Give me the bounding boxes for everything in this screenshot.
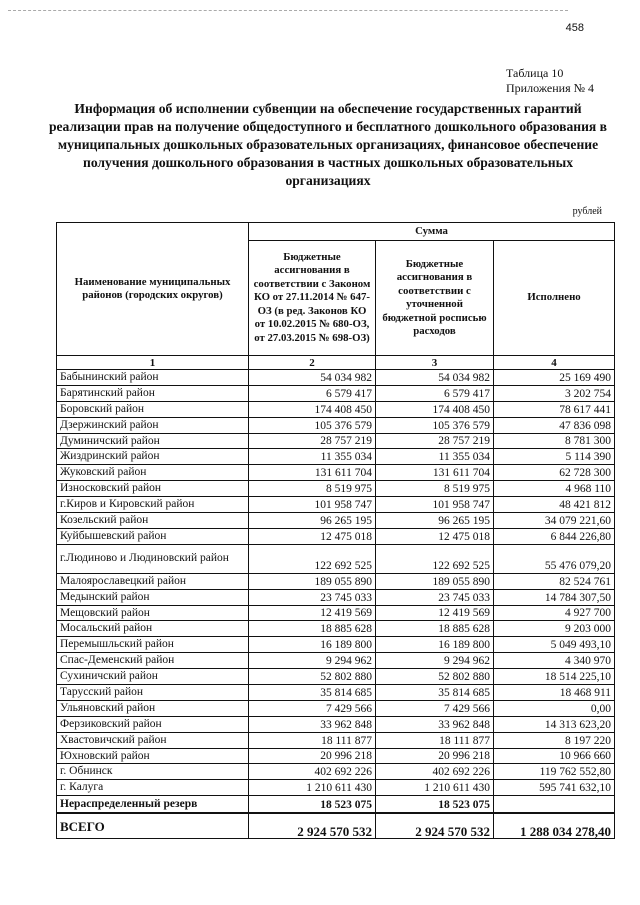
executed-value: 47 836 098 [494,417,615,433]
district-name: Малоярославецкий район [57,573,249,589]
page-number: 458 [565,22,584,34]
refined-allocation-value: 101 958 747 [376,497,494,513]
column-number: 4 [494,356,615,370]
refined-allocation-value: 12 475 018 [376,528,494,544]
law-allocation-value: 2 924 570 532 [249,813,376,839]
law-allocation-value: 23 745 033 [249,589,376,605]
law-allocation-value: 122 692 525 [249,544,376,573]
table-row [57,780,615,796]
refined-allocation-value: 28 757 219 [376,433,494,449]
executed-value: 8 197 220 [494,732,615,748]
refined-allocation-value: 18 523 075 [376,796,494,814]
header-executed: Исполнено [494,241,615,356]
table-row [57,544,615,573]
district-name: ВСЕГО [57,813,249,839]
executed-value: 4 968 110 [494,481,615,497]
refined-allocation-value: 54 034 982 [376,370,494,386]
table-row [57,700,615,716]
table-row [57,621,615,637]
refined-allocation-value: 6 579 417 [376,385,494,401]
law-allocation-value: 6 579 417 [249,385,376,401]
law-allocation-value: 1 210 611 430 [249,780,376,796]
executed-value: 595 741 632,10 [494,780,615,796]
district-name: Барятинский район [57,385,249,401]
district-name: Нераспределенный резерв [57,796,249,814]
executed-value: 55 476 079,20 [494,544,615,573]
table-row [57,669,615,685]
executed-value: 78 617 441 [494,401,615,417]
executed-value: 18 468 911 [494,685,615,701]
header-refined-allocation: Бюджетные ассигнования в соответствии с уточненной бюджетной росписью расходов [376,241,494,356]
table-label: Таблица 10 [506,66,564,80]
law-allocation-value: 11 355 034 [249,449,376,465]
executed-value: 4 340 970 [494,653,615,669]
executed-value: 14 313 623,20 [494,716,615,732]
executed-value: 6 844 226,80 [494,528,615,544]
executed-value: 0,00 [494,700,615,716]
law-allocation-value: 402 692 226 [249,764,376,780]
executed-value: 5 049 493,10 [494,637,615,653]
law-allocation-value: 189 055 890 [249,573,376,589]
district-name: Бабынинский район [57,370,249,386]
subvention-table [56,222,615,839]
district-name: Жуковский район [57,465,249,481]
reserve-row [57,796,615,814]
refined-allocation-value: 122 692 525 [376,544,494,573]
header-law-allocation: Бюджетные ассигнования в соответствии с Законом КО от 27.11.2014 № 647-ОЗ (в ред. Законов КО от 10.02.2015 № 680-ОЗ, от 27.03.2015 № 698-ОЗ) [249,241,376,356]
column-number: 2 [249,356,376,370]
table-row [57,449,615,465]
executed-value: 9 203 000 [494,621,615,637]
executed-value: 1 288 034 278,40 [494,813,615,839]
district-name: Медынский район [57,589,249,605]
units-label: рублей [572,206,602,217]
executed-value: 18 514 225,10 [494,669,615,685]
table-row [57,732,615,748]
law-allocation-value: 33 962 848 [249,716,376,732]
executed-value: 4 927 700 [494,605,615,621]
district-name: г. Калуга [57,780,249,796]
executed-value: 5 114 390 [494,449,615,465]
district-name: Хвастовичский район [57,732,249,748]
law-allocation-value: 12 419 569 [249,605,376,621]
executed-value: 8 781 300 [494,433,615,449]
law-allocation-value: 20 996 218 [249,748,376,764]
law-allocation-value: 105 376 579 [249,417,376,433]
law-allocation-value: 96 265 195 [249,513,376,529]
table-row [57,513,615,529]
refined-allocation-value: 16 189 800 [376,637,494,653]
table-row [57,497,615,513]
refined-allocation-value: 402 692 226 [376,764,494,780]
law-allocation-value: 18 111 877 [249,732,376,748]
table-row [57,385,615,401]
table-row [57,417,615,433]
law-allocation-value: 101 958 747 [249,497,376,513]
district-name: Сухиничский район [57,669,249,685]
law-allocation-value: 9 294 962 [249,653,376,669]
law-allocation-value: 35 814 685 [249,685,376,701]
refined-allocation-value: 23 745 033 [376,589,494,605]
refined-allocation-value: 2 924 570 532 [376,813,494,839]
district-name: Юхновский район [57,748,249,764]
table-row [57,605,615,621]
refined-allocation-value: 7 429 566 [376,700,494,716]
refined-allocation-value: 131 611 704 [376,465,494,481]
executed-value: 25 169 490 [494,370,615,386]
executed-value: 10 966 660 [494,748,615,764]
district-name: Боровский район [57,401,249,417]
law-allocation-value: 54 034 982 [249,370,376,386]
table-row [57,716,615,732]
district-name: Козельский район [57,513,249,529]
district-name: г.Людиново и Людиновский район [57,544,249,573]
column-number: 1 [57,356,249,370]
refined-allocation-value: 189 055 890 [376,573,494,589]
refined-allocation-value: 18 885 628 [376,621,494,637]
district-name: Мещовский район [57,605,249,621]
table-row [57,465,615,481]
law-allocation-value: 8 519 975 [249,481,376,497]
total-row [57,813,615,839]
table-row [57,748,615,764]
district-name: Перемышльский район [57,637,249,653]
law-allocation-value: 174 408 450 [249,401,376,417]
district-name: Дзержинский район [57,417,249,433]
appendix-label: Приложения № 4 [506,81,595,95]
district-name: Износковский район [57,481,249,497]
law-allocation-value: 12 475 018 [249,528,376,544]
refined-allocation-value: 11 355 034 [376,449,494,465]
table-row [57,573,615,589]
district-name: Жиздринский район [57,449,249,465]
refined-allocation-value: 35 814 685 [376,685,494,701]
law-allocation-value: 18 885 628 [249,621,376,637]
law-allocation-value: 52 802 880 [249,669,376,685]
header-sum: Сумма [249,223,615,241]
executed-value: 3 202 754 [494,385,615,401]
header-name: Наименование муниципальных районов (городских округов) [57,223,249,356]
executed-value [494,796,615,814]
refined-allocation-value: 105 376 579 [376,417,494,433]
executed-value: 34 079 221,60 [494,513,615,529]
law-allocation-value: 131 611 704 [249,465,376,481]
law-allocation-value: 16 189 800 [249,637,376,653]
district-name: Думиничский район [57,433,249,449]
document-title: Информация об исполнении субвенции на обеспечение государственных гарантий реализации прав на получение общедоступного и бесплатного дошкольного образования в муниципальных дошкольных образовательных организациях, финансовое обеспечение получения дошкольного образования в частных дошкольных образовательных организациях [48,101,608,188]
district-name: Спас-Деменский район [57,653,249,669]
refined-allocation-value: 33 962 848 [376,716,494,732]
table-row [57,764,615,780]
district-name: Мосальский район [57,621,249,637]
table-row [57,653,615,669]
district-name: Куйбышевский район [57,528,249,544]
refined-allocation-value: 9 294 962 [376,653,494,669]
scan-artifact-line [8,10,568,11]
executed-value: 62 728 300 [494,465,615,481]
refined-allocation-value: 12 419 569 [376,605,494,621]
executed-value: 119 762 552,80 [494,764,615,780]
district-name: г. Обнинск [57,764,249,780]
refined-allocation-value: 20 996 218 [376,748,494,764]
executed-value: 14 784 307,50 [494,589,615,605]
law-allocation-value: 28 757 219 [249,433,376,449]
district-name: Ферзиковский район [57,716,249,732]
column-number-row [57,356,615,370]
refined-allocation-value: 18 111 877 [376,732,494,748]
executed-value: 48 421 812 [494,497,615,513]
table-row [57,401,615,417]
refined-allocation-value: 8 519 975 [376,481,494,497]
table-row [57,637,615,653]
law-allocation-value: 18 523 075 [249,796,376,814]
district-name: Тарусский район [57,685,249,701]
refined-allocation-value: 1 210 611 430 [376,780,494,796]
refined-allocation-value: 96 265 195 [376,513,494,529]
law-allocation-value: 7 429 566 [249,700,376,716]
column-number: 3 [376,356,494,370]
district-name: Ульяновский район [57,700,249,716]
table-row [57,433,615,449]
district-name: г.Киров и Кировский район [57,497,249,513]
executed-value: 82 524 761 [494,573,615,589]
table-reference [506,66,594,96]
table-row [57,481,615,497]
table-row [57,685,615,701]
table-row [57,589,615,605]
table-row [57,528,615,544]
table-row [57,370,615,386]
refined-allocation-value: 52 802 880 [376,669,494,685]
refined-allocation-value: 174 408 450 [376,401,494,417]
